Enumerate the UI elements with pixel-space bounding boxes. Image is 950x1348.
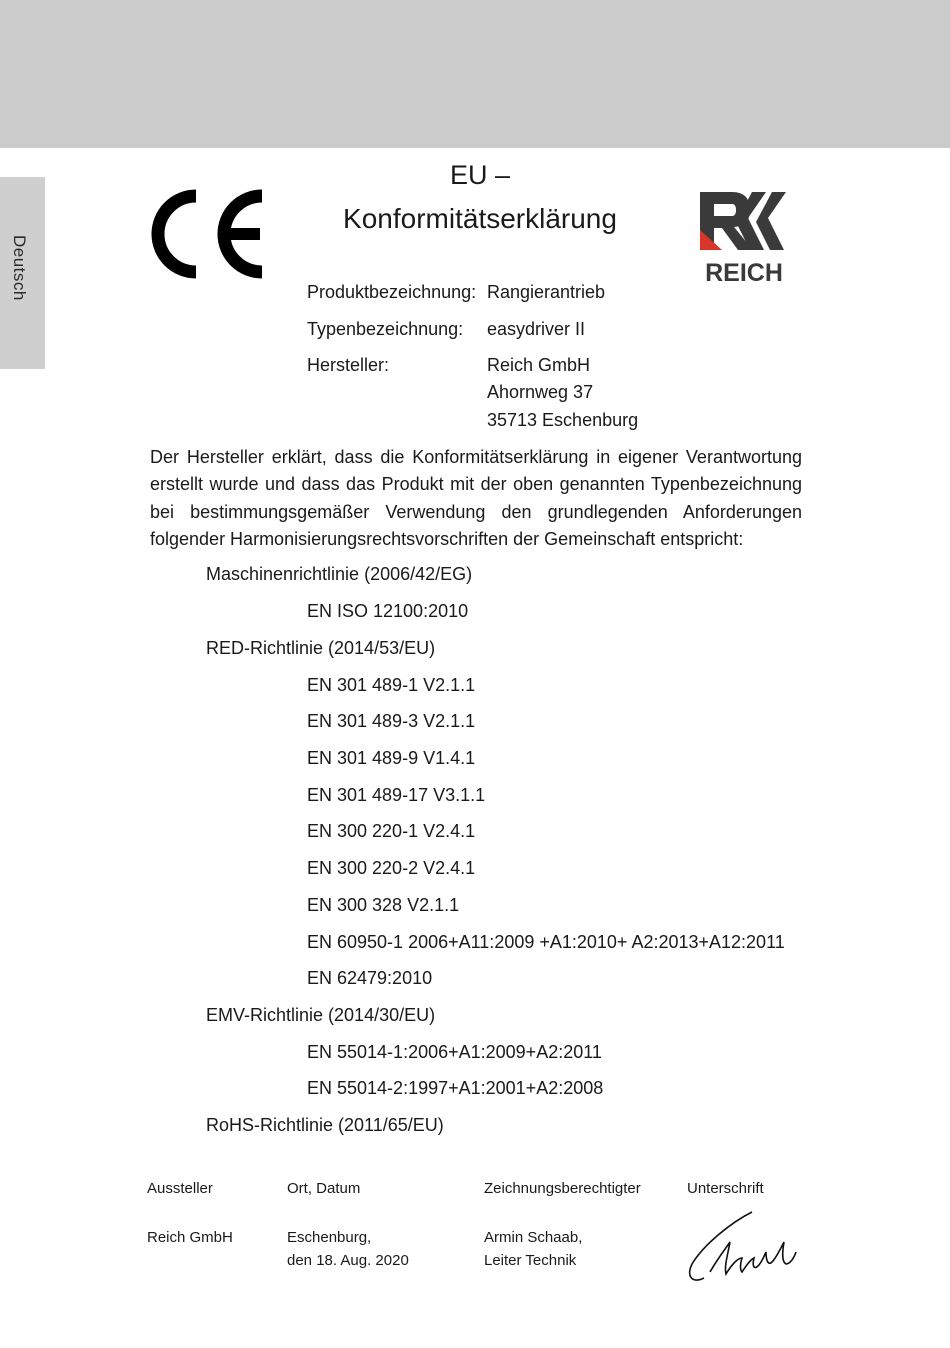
type-value: easydriver II <box>487 319 586 339</box>
product-name-label: Produktbezeichnung: <box>307 282 477 302</box>
standard-item: EN 301 489-17 V3.1.1 <box>307 785 486 805</box>
standard-item: EN 301 489-9 V1.4.1 <box>307 748 476 768</box>
document-title-line2: Konformitätserklärung <box>343 203 617 234</box>
top-band <box>0 0 950 148</box>
directive-machinery: Maschinenrichtlinie (2006/42/EG) <box>206 564 473 584</box>
manufacturer-label: Hersteller: <box>307 355 390 375</box>
declaration-text: Der Hersteller erklärt, dass die Konformitätserklärung in eigener Verantwortung erstellt wurde und dass das Produkt mit der oben genannten Typenbezeichnung bei bestimmungsgemäßer Verwendung den grundlegenden Anforderungen folgender Harmonisierungsrechtsvorschriften der Gemeinschaft entspricht: <box>150 447 802 549</box>
signatory-role: Leiter Technik <box>484 1252 577 1269</box>
standard-item: EN 300 220-2 V2.4.1 <box>307 858 476 878</box>
manufacturer-name: Reich GmbH <box>487 355 591 375</box>
product-name-value: Rangierantrieb <box>487 282 606 302</box>
reich-logo <box>698 192 790 286</box>
document-title-line1: EU – <box>449 160 511 190</box>
standard-item: EN 55014-2:1997+A1:2001+A2:2008 <box>307 1078 604 1098</box>
logo-wordmark: REICH <box>705 259 783 286</box>
language-tab <box>0 177 45 369</box>
signature-label: Unterschrift <box>687 1180 764 1197</box>
handwritten-signature <box>684 1208 804 1288</box>
standard-item: EN 60950-1 2006+A11:2009 +A1:2010+ A2:2013+A12:2011 <box>307 932 785 952</box>
standard-item: EN 301 489-3 V2.1.1 <box>307 711 476 731</box>
standard-item: EN 300 220-1 V2.4.1 <box>307 821 476 841</box>
signatory-name: Armin Schaab, <box>484 1229 583 1246</box>
ce-mark-icon <box>148 188 272 280</box>
issuer-value: Reich GmbH <box>147 1229 233 1246</box>
signatory-label: Zeichnungsberechtigter <box>484 1180 641 1197</box>
standard-item: EN 300 328 V2.1.1 <box>307 895 460 915</box>
date-value: den 18. Aug. 2020 <box>287 1252 409 1269</box>
directive-rohs: RoHS-Richtlinie (2011/65/EU) <box>206 1115 444 1135</box>
type-label: Typenbezeichnung: <box>307 319 464 339</box>
standard-item: EN ISO 12100:2010 <box>307 601 469 621</box>
issuer-label: Aussteller <box>147 1180 213 1197</box>
place-value: Eschenburg, <box>287 1229 372 1246</box>
manufacturer-city: 35713 Eschenburg <box>487 410 639 430</box>
place-date-label: Ort, Datum <box>287 1180 361 1197</box>
standard-item: EN 55014-1:2006+A1:2009+A2:2011 <box>307 1042 602 1062</box>
standard-item: EN 62479:2010 <box>307 968 433 988</box>
directive-red: RED-Richtlinie (2014/53/EU) <box>206 638 436 658</box>
language-tab-label: Deutsch <box>10 235 29 301</box>
standard-item: EN 301 489-1 V2.1.1 <box>307 675 476 695</box>
manufacturer-street: Ahornweg 37 <box>487 382 594 402</box>
directive-emc: EMV-Richtlinie (2014/30/EU) <box>206 1005 436 1025</box>
